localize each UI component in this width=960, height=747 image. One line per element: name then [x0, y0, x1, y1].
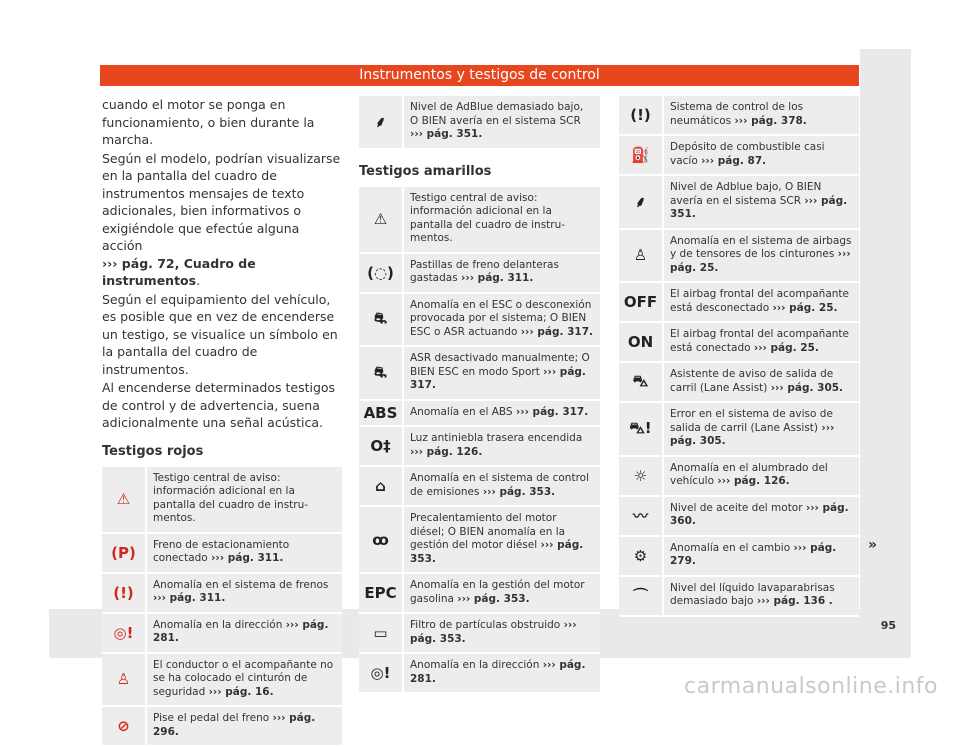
description-cell — [664, 457, 859, 495]
icon-cell — [619, 176, 664, 228]
emission-icon: ⌂ — [375, 477, 386, 495]
table-row — [102, 574, 342, 614]
description-cell — [404, 427, 600, 465]
brake-pads-icon: (◌) — [367, 264, 394, 282]
seatbelt-icon: ♙ — [117, 670, 130, 688]
continue-mark: » — [868, 537, 877, 553]
particle-filter-icon: ▭ — [373, 624, 387, 642]
icon-cell — [102, 467, 147, 532]
page-number: 95 — [881, 619, 896, 632]
table-row — [619, 537, 859, 577]
page-reference-link[interactable]: ››› pág. 305. — [771, 382, 843, 394]
icon-cell — [102, 534, 147, 572]
description-text: El airbag frontal del acompañante está desconectado — [670, 288, 849, 314]
icon-cell — [619, 403, 664, 455]
description-text: Anomalía en la gestión del motor gasolina — [410, 579, 585, 605]
icon-cell — [619, 497, 664, 535]
table-row — [102, 467, 342, 534]
table-row — [359, 574, 600, 614]
description-cell — [664, 136, 859, 174]
description-text: Testigo central de aviso: información adicional en la pantalla del cuadro de instrumentos. — [410, 192, 565, 245]
page-reference-link[interactable]: ››› pág. 360. — [670, 502, 849, 528]
table-row — [359, 614, 600, 654]
page-reference-link[interactable]: ››› pág. 317. — [410, 366, 586, 392]
description-cell — [404, 187, 600, 252]
page-reference-link[interactable]: ››› pág. 16. — [209, 686, 274, 698]
description-text: Filtro de partículas obstruido — [410, 619, 560, 631]
page-reference-link[interactable]: ››› pág. 311. — [211, 552, 283, 564]
table-row — [619, 497, 859, 537]
description-text: Error en el sistema de aviso de salida de carril (Lane Assist) — [670, 408, 833, 434]
table-row — [359, 427, 600, 467]
table-row — [102, 707, 342, 747]
description-text: Anomalía en el alumbrado del vehículo — [670, 462, 828, 488]
page-reference-link[interactable]: ››› pág. 25. — [670, 248, 851, 274]
description-text: Pastillas de freno delanteras gastadas — [410, 259, 559, 285]
table-row — [619, 323, 859, 363]
description-cell — [147, 707, 342, 745]
red-warning-table — [102, 467, 342, 747]
icon-cell — [102, 707, 147, 745]
table-row — [359, 187, 600, 254]
page-reference-link[interactable]: ››› pág. 353. — [410, 619, 577, 645]
description-cell — [664, 497, 859, 535]
icon-cell — [619, 283, 664, 321]
steering-icon: ◎! — [371, 664, 391, 682]
description-text: Nivel del líquido lavaparabrisas demasiado bajo — [670, 582, 835, 608]
page-reference-link[interactable]: ››› pág. 25. — [772, 302, 837, 314]
description-text: Anomalía en el sistema de airbags y de tensores de los cinturones — [670, 235, 852, 261]
brake-system-icon: (!) — [113, 584, 134, 602]
description-text: Anomalía en el sistema de control de emisiones — [410, 472, 589, 498]
description-text: ASR desactivado manualmente; O BIEN ESC en modo Sport — [410, 352, 590, 378]
page-reference-link[interactable]: ››› pág. 87. — [701, 155, 766, 167]
description-cell — [664, 363, 859, 401]
page-reference-link[interactable]: ››› pág. 126. — [717, 475, 789, 487]
section-title-yellow: Testigos amarillos — [359, 164, 600, 179]
icon-cell — [359, 347, 404, 399]
description-text: Anomalía en el sistema de frenos — [153, 579, 328, 591]
description-text: Asistente de aviso de salida de carril (Lane Assist) — [670, 368, 833, 394]
page-reference-link[interactable]: ››› pág. 353. — [410, 539, 583, 565]
description-cell — [664, 230, 859, 282]
steering-icon: ◎! — [114, 624, 134, 642]
description-cell — [404, 254, 600, 292]
table-row — [619, 363, 859, 403]
table-row — [619, 176, 859, 230]
description-cell — [664, 403, 859, 455]
description-cell — [664, 96, 859, 134]
page-reference-link[interactable]: ››› pág. 25. — [754, 342, 819, 354]
airbag-off-icon: OFF — [624, 293, 657, 311]
lane-assist-icon: ⛍ — [633, 372, 648, 392]
vehicle-lighting-icon: ☼ — [634, 467, 647, 485]
description-cell — [664, 176, 859, 228]
description-text: El airbag frontal del acompañante está conectado — [670, 328, 849, 354]
icon-cell — [619, 323, 664, 361]
description-cell — [404, 574, 600, 612]
icon-cell — [619, 577, 664, 615]
page-reference-link[interactable]: ››› pág. 281. — [153, 619, 328, 645]
table-row — [359, 347, 600, 401]
page-reference-link[interactable]: ››› pág. 353. — [483, 486, 555, 498]
table-row — [619, 136, 859, 176]
warning-triangle-icon: ⚠ — [374, 210, 387, 228]
column-left — [102, 96, 342, 747]
parking-brake-icon: (P) — [111, 544, 136, 562]
description-text: Anomalía en el ABS — [410, 406, 513, 418]
page-reference-link[interactable]: ››› pág. 281. — [410, 659, 585, 685]
description-text: Nivel de AdBlue demasiado bajo, O BIEN avería en el sistema SCR — [410, 101, 583, 127]
description-cell — [147, 614, 342, 652]
description-cell — [404, 347, 600, 399]
description-text: Anomalía en el ESC o desconexión provocada por el sistema; O BIEN ESC o ASR actuando — [410, 299, 591, 338]
description-cell — [404, 467, 600, 505]
description-cell — [404, 507, 600, 572]
icon-cell — [359, 96, 404, 148]
icon-cell — [619, 363, 664, 401]
asr-off-icon: ⛐ — [374, 363, 387, 383]
page-reference-link[interactable]: ››› pág. 353. — [457, 593, 529, 605]
icon-cell — [619, 136, 664, 174]
table-row — [619, 230, 859, 284]
description-text: Nivel de Adblue bajo, O BIEN avería en el sistema SCR — [670, 181, 821, 207]
icon-cell — [359, 187, 404, 252]
description-cell — [147, 534, 342, 572]
fuel-icon: ⛽ — [631, 146, 650, 164]
description-text: Freno de estacionamiento conectado — [153, 539, 289, 565]
page-reference-link[interactable]: ››› pág. 317. — [521, 326, 593, 338]
icon-cell — [619, 230, 664, 282]
description-cell — [404, 401, 600, 426]
description-cell — [664, 283, 859, 321]
table-row — [619, 96, 859, 136]
abs-icon: ABS — [364, 404, 398, 422]
icon-cell — [359, 294, 404, 346]
description-text: Testigo central de aviso: información adicional en la pantalla del cuadro de instrumentos. — [153, 472, 308, 525]
description-cell — [404, 96, 600, 148]
description-cell — [147, 574, 342, 612]
table-row — [359, 294, 600, 348]
page-reference-link[interactable]: ››› pág. 311. — [461, 272, 533, 284]
page-reference-link[interactable]: ››› pág. 351. — [670, 195, 847, 221]
table-row — [359, 467, 600, 507]
adblue-table — [359, 96, 600, 150]
description-text: Sistema de control de los neumáticos — [670, 101, 803, 127]
paragraph: cuando el motor se ponga en funcionamiento, o bien durante la marcha. — [102, 96, 342, 149]
table-row — [359, 507, 600, 574]
icon-cell — [359, 574, 404, 612]
icon-cell — [359, 507, 404, 572]
adblue-low-icon: ⸙ — [635, 192, 646, 212]
column-middle — [359, 96, 600, 694]
description-text: El conductor o el acompañante no se ha colocado el cinturón de seguridad — [153, 659, 333, 698]
page-reference-link[interactable]: ››› pág. 305. — [670, 422, 834, 448]
adblue-icon: ⸙ — [375, 112, 386, 132]
description-cell — [664, 323, 859, 361]
brake-pedal-icon: ⊘ — [117, 717, 130, 735]
paragraph: Según el modelo, podrían visualizarse en la pantalla del cuadro de instrumentos mensajes de texto adicionales, bien informativos o exigiéndole que efectúe alguna acción ››› pág. 72, Cuadro de instrumentos. — [102, 150, 342, 290]
page-reference-link[interactable]: ››› pág. 296. — [153, 712, 315, 738]
description-cell — [664, 577, 859, 615]
description-text: Nivel de aceite del motor — [670, 502, 803, 514]
description-text: Luz antiniebla trasera encendida — [410, 432, 582, 444]
rear-fog-icon: O‡ — [370, 437, 390, 455]
table-row — [102, 534, 342, 574]
lane-assist-error-icon: ⛍! — [629, 419, 651, 439]
page-reference-link[interactable]: ››› pág. 279. — [670, 542, 836, 568]
airbag-icon: ♙ — [634, 246, 647, 264]
table-row — [619, 457, 859, 497]
tire-pressure-icon: (!) — [630, 106, 651, 124]
page-reference-link[interactable]: ››› pág. 351. — [410, 128, 482, 140]
esc-icon: ⛐ — [374, 309, 387, 329]
icon-cell — [102, 614, 147, 652]
oil-level-icon: 〰 — [633, 505, 648, 526]
description-text: Depósito de combustible casi vacío — [670, 141, 825, 167]
description-cell — [404, 294, 600, 346]
washer-fluid-icon: ⌒ — [633, 585, 648, 606]
page-header: Instrumentos y testigos de control — [100, 65, 859, 86]
description-text: Anomalía en la dirección — [410, 659, 539, 671]
description-text: Anomalía en el cambio — [670, 542, 790, 554]
table-row — [102, 614, 342, 654]
page-reference-link[interactable]: ››› pág. 317. — [516, 406, 588, 418]
table-row — [359, 401, 600, 428]
page-reference-link[interactable]: ››› pág. 126. — [410, 446, 482, 458]
icon-cell — [359, 467, 404, 505]
icon-cell — [359, 427, 404, 465]
icon-cell — [359, 614, 404, 652]
icon-cell — [619, 537, 664, 575]
icon-cell — [359, 254, 404, 292]
table-row — [619, 577, 859, 617]
airbag-on-icon: ON — [628, 333, 653, 351]
column-right — [619, 96, 859, 617]
table-row — [359, 254, 600, 294]
cross-reference-link[interactable]: ››› pág. 72, Cuadro de instrumentos — [102, 256, 256, 289]
paragraph: Según el equipamiento del vehículo, es posible que en vez de encenderse un testigo, se visualice un símbolo en la pantalla del cuadro de instrumentos. — [102, 291, 342, 379]
icon-cell — [359, 401, 404, 426]
paragraph-text: Según el modelo, podrían visualizarse en la pantalla del cuadro de instrumentos mensajes de texto adicionales, bien informativos o exigiéndole que efectúe alguna acción — [102, 151, 340, 254]
icon-cell — [102, 574, 147, 612]
description-text: Pise el pedal del freno — [153, 712, 269, 724]
table-row — [359, 96, 600, 150]
warning-triangle-icon: ⚠ — [117, 490, 130, 508]
paragraph: Al encenderse determinados testigos de control y de advertencia, suena adicionalmente una señal acústica. — [102, 379, 342, 432]
description-cell — [404, 614, 600, 652]
epc-icon: EPC — [364, 584, 396, 602]
page-reference-link[interactable]: ››› pág. 311. — [153, 592, 225, 604]
page-reference-link[interactable]: ››› pág. 136 . — [757, 595, 833, 607]
icon-cell — [619, 96, 664, 134]
icon-cell — [619, 457, 664, 495]
description-text: Anomalía en la dirección — [153, 619, 282, 631]
description-cell — [664, 537, 859, 575]
table-row — [619, 403, 859, 457]
yellow-warning-table — [359, 187, 600, 695]
page-reference-link[interactable]: ››› pág. 378. — [734, 115, 806, 127]
section-title-red: Testigos rojos — [102, 444, 342, 459]
watermark: carmanualsonline.info — [0, 674, 960, 699]
description-cell — [147, 467, 342, 532]
yellow-warning-table-continued — [619, 96, 859, 617]
glow-plug-icon: ꝏ — [372, 531, 389, 549]
table-row — [619, 283, 859, 323]
gearbox-icon: ⚙ — [634, 547, 647, 565]
description-text: Precalentamiento del motor diésel; O BIEN anomalía en la gestión del motor diésel — [410, 512, 565, 551]
